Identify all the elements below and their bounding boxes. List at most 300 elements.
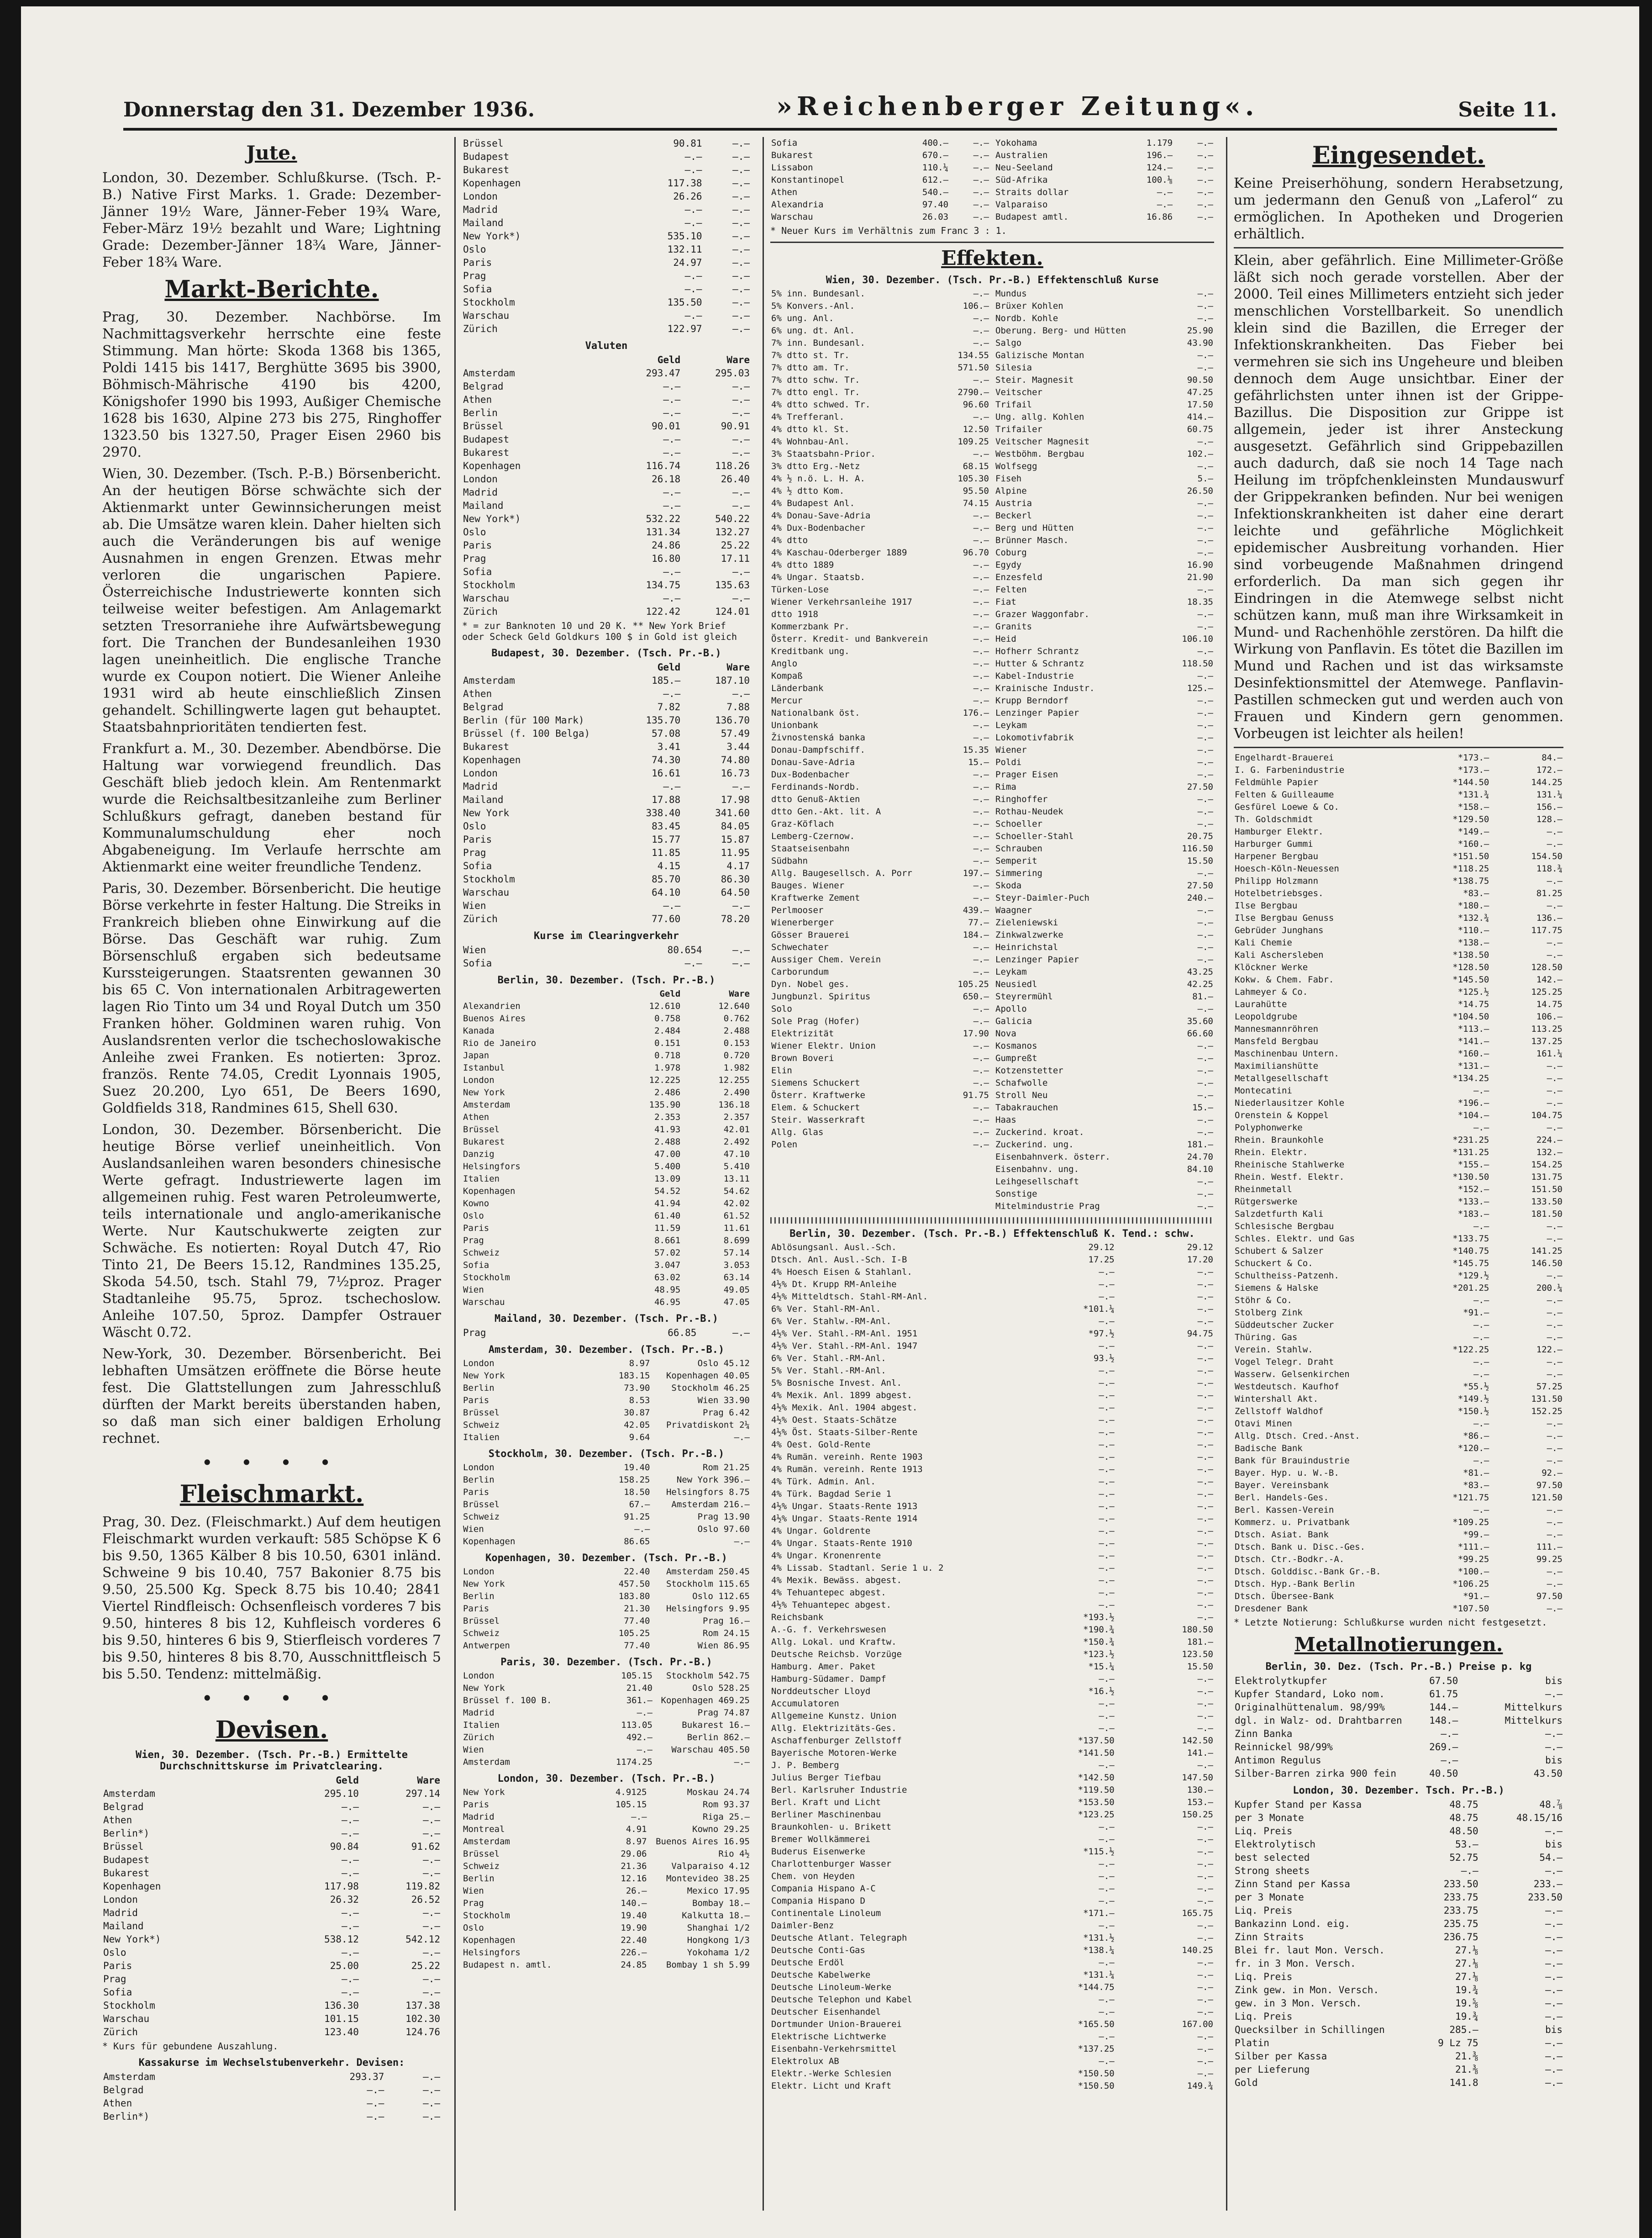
table-row: [462, 1370, 751, 1382]
row-value: 15.77: [652, 834, 681, 845]
row-value: Prag 6.42: [703, 1408, 750, 1418]
row-value: —.—: [973, 138, 989, 148]
row-value: 12.50: [963, 424, 989, 434]
row-value: —.—: [1099, 1699, 1115, 1709]
row-value: —.—: [1197, 138, 1213, 148]
row-label: Madrid: [462, 203, 612, 216]
row-label: Otavi Minen: [1234, 1418, 1405, 1430]
table-row: [770, 1065, 990, 1077]
table-row: [994, 534, 1214, 547]
row-label: Budapest: [462, 433, 612, 446]
row-label: 6% Ver. Stahlw.-RM-Anl.: [770, 1315, 1001, 1328]
table-row: [994, 843, 1214, 855]
row-value: —.—: [1197, 1004, 1213, 1014]
row-value: 154.25: [1531, 1160, 1563, 1170]
row-value: Bombay 1 sh 5.99: [666, 1960, 750, 1970]
row-label: Oslo: [462, 526, 612, 539]
row-value: —.—: [1547, 901, 1563, 911]
wien-effekten-heading: Wien, 30. Dezember. (Tsch. Pr.-B.) Effektenschluß Kurse: [826, 274, 1159, 286]
table-row: [770, 1833, 1214, 1846]
row-label: Budapest: [102, 1853, 279, 1867]
table-row: [102, 1893, 441, 1906]
row-value: 132.27: [715, 527, 750, 538]
row-label: Athen: [770, 186, 884, 199]
wien-effekten: [770, 288, 1214, 1213]
row-value: —.—: [1099, 1551, 1115, 1561]
row-value: 64.10: [652, 887, 681, 898]
row-value: *153.50: [1078, 1797, 1115, 1807]
row-value: 285.—: [1449, 2024, 1478, 2035]
row-label: Siemens Schuckert: [770, 1077, 929, 1089]
row-value: 400.—: [922, 138, 949, 148]
row-label: Aschaffenburger Zellstoff: [770, 1735, 1001, 1747]
row-value: —.—: [341, 1974, 359, 1985]
row-label: 4% Ungar. Staats-Rente 1910: [770, 1537, 1001, 1550]
row-label: 4½% Ungar. Staats-Rente 1914: [770, 1513, 1001, 1525]
table-row: [770, 1303, 1214, 1315]
row-value: —.—: [973, 326, 989, 336]
row-value: 16.90: [1187, 560, 1213, 570]
row-value: *145.50: [1452, 975, 1489, 985]
table-row: [770, 806, 990, 818]
row-value: —.—: [1197, 1921, 1213, 1931]
row-value: 21.⅜: [1455, 2064, 1478, 2075]
row-value: 154.50: [1531, 851, 1563, 861]
row-value: —.—: [1473, 1295, 1489, 1305]
row-value: 4.15: [657, 860, 681, 871]
row-label: Berl. Handels-Ges.: [1234, 1492, 1405, 1504]
budapest-table: [462, 661, 751, 926]
row-value: —.—: [973, 770, 989, 780]
row-label: Berl. Kassen-Verein: [1234, 1504, 1405, 1516]
row-label: Allg. Elektrizitäts-Ges.: [770, 1722, 1001, 1735]
row-label: 5% Ver. Stahl.-RM-Anl.: [770, 1365, 1001, 1377]
row-label: Mannesmannröhren: [1234, 1023, 1405, 1035]
stocks-note: * Letzte Notierung: Schlußkurse wurden nicht festgesetzt.: [1234, 1617, 1547, 1628]
table-row: [994, 448, 1214, 460]
row-value: —.—: [1197, 1723, 1213, 1733]
amsterdam-heading: Amsterdam, 30. Dezember. (Tsch. Pr.-B.): [488, 1344, 725, 1356]
row-value: 8.97: [626, 1837, 647, 1847]
row-label: Nova: [994, 1028, 1127, 1040]
row-value: —.—: [973, 659, 989, 669]
row-value: *141.—: [1457, 1036, 1489, 1046]
row-value: —.—: [973, 163, 989, 173]
row-value: 48.75: [1449, 1799, 1478, 1810]
table-row: [770, 411, 990, 423]
row-label: Sofia: [462, 957, 612, 970]
wien-report: Wien, 30. Dezember. (Tsch. P.-B.) Börsenbericht. An der heutigen Börse schwächte sich der Aktienmarkt unter Gewinnsicherungen meist ab. Die Umsätze waren klein. Daher hielten sich auch die Veränderungen bis auf wenige Ausnahmen in engen Grenzen. Etwas mehr verloren die ungarischen Papiere. Österreichische Industriewerte konnten sich teilweise weiter befestigen. Am Anlagemarkt setzten Tresorraniehe ihre Aufwärtsbewegung fort. Die Tranchen der Bundesanleihen 1930 lagen uneinheitlich. Die englische Tranche wurde ex Coupon notiert. Die Wiener Anleihe 1931 wird ab heute einschließlich Zinsen gehandelt. Schillingwerte lagen gut behauptet. Staatsbahnprioritäten tendierten fest.: [102, 466, 441, 735]
row-label: Zinn Banka: [1234, 1727, 1405, 1741]
row-value: —.—: [1197, 757, 1213, 767]
row-value: 13.11: [723, 1174, 750, 1184]
row-value: Hongkong 1/3: [687, 1935, 750, 1945]
row-value: —.—: [973, 967, 989, 977]
row-value: 144.—: [1429, 1702, 1458, 1713]
devisen-continued-table: [462, 137, 751, 336]
table-row: [1234, 1183, 1563, 1196]
row-value: —.—: [1197, 585, 1213, 595]
row-value: —.—: [973, 733, 989, 743]
row-value: —.—: [1197, 1501, 1213, 1511]
row-value: —.—: [1473, 1086, 1489, 1096]
table-row: [462, 367, 751, 380]
row-value: —.—: [663, 781, 681, 792]
row-value: 235.75: [1443, 1918, 1478, 1929]
table-row: [462, 1357, 751, 1370]
column-header: Geld: [657, 354, 681, 365]
column-header: Ware: [729, 989, 750, 999]
row-label: Reinnickel 98/99%: [1234, 1741, 1405, 1754]
row-value: 74.80: [721, 755, 750, 765]
table-row: [994, 559, 1214, 571]
row-value: —.—: [341, 1828, 359, 1839]
row-value: 18.50: [624, 1487, 650, 1497]
row-value: —.—: [973, 585, 989, 595]
table-row: [462, 1511, 751, 1523]
row-value: —.—: [973, 1041, 989, 1051]
row-value: —.—: [1545, 2077, 1563, 2088]
table-row: [770, 732, 990, 744]
row-value: —.—: [663, 381, 681, 392]
devisen-table-heading: Wien, 30. Dezember. (Tsch. Pr.-B.) Ermittelte Durchschnittskurse im Privatclearing.: [135, 1749, 408, 1772]
row-label: Krainische Industr.: [994, 682, 1127, 695]
table-row: [462, 216, 751, 230]
row-label: Schles. Elektr. und Gas: [1234, 1233, 1405, 1245]
row-value: 26.18: [652, 474, 681, 485]
row-value: —.—: [684, 284, 702, 295]
table-row: [994, 337, 1214, 349]
row-label: 4% Rumän. vereinh. Rente 1903: [770, 1451, 1001, 1463]
row-label: Zinn Stand per Kassa: [1234, 1878, 1405, 1891]
table-row: [994, 769, 1214, 781]
row-value: Rom 24.15: [703, 1628, 750, 1638]
row-label: Yokohama: [994, 137, 1109, 149]
london-devisen-table: [462, 1786, 751, 1971]
row-label: Beckerl: [994, 510, 1127, 522]
table-row: [462, 780, 751, 793]
table-row: [994, 892, 1214, 904]
row-value: —.—: [1473, 1332, 1489, 1342]
table-row: [994, 386, 1214, 399]
table-row: [1234, 1603, 1563, 1615]
table-row: [994, 1052, 1214, 1065]
row-label: Jungbunzl. Spiritus: [770, 991, 929, 1003]
table-row: [770, 300, 990, 312]
valuten-table: [462, 354, 751, 618]
table-row: [770, 1254, 1214, 1266]
row-value: Rom 21.25: [703, 1462, 750, 1473]
row-value: —.—: [973, 819, 989, 829]
table-row: [994, 707, 1214, 719]
row-value: —.—: [1197, 187, 1213, 197]
row-value: 2.484: [654, 1026, 681, 1036]
table-row: [770, 830, 990, 843]
row-value: —.—: [1197, 942, 1213, 952]
row-value: —.—: [1197, 1378, 1213, 1388]
row-label: Athen: [102, 1814, 279, 1827]
row-label: Brüssel: [462, 1124, 612, 1136]
row-label: Kanada: [462, 1025, 612, 1037]
row-label: Krupp Berndorf: [994, 695, 1127, 707]
row-value: 535.10: [667, 231, 702, 242]
table-row: [770, 1698, 1214, 1710]
table-row: [770, 174, 990, 186]
row-value: 144.25: [1531, 777, 1563, 787]
row-value: —.—: [1197, 1711, 1213, 1721]
row-value: —.—: [1099, 1711, 1115, 1721]
row-value: —.—: [423, 2098, 440, 2109]
row-value: 21.90: [1187, 572, 1213, 582]
table-row: [994, 436, 1214, 448]
row-label: Kreditbank ung.: [770, 645, 929, 658]
row-label: Sofia: [102, 1986, 279, 1999]
row-label: Wien: [462, 1523, 612, 1536]
row-label: New York*): [102, 1933, 279, 1946]
row-value: —.—: [732, 381, 750, 392]
row-label: Brüssel: [462, 1848, 612, 1860]
row-label: Deutsche Erdöl: [770, 1957, 1001, 1969]
table-row: [462, 1431, 751, 1444]
table-row: [462, 1210, 751, 1222]
row-value: —.—: [1197, 535, 1213, 545]
table-row: [1234, 2037, 1563, 2050]
table-row: [770, 1685, 1214, 1698]
row-label: Elektr. Licht und Kraft: [770, 2080, 1001, 2092]
row-value: 123.40: [324, 2027, 359, 2037]
table-row: [1234, 1754, 1563, 1767]
row-value: 140.—: [621, 1898, 647, 1908]
row-label: Deutsche Telephon und Kabel: [770, 1994, 1001, 2006]
row-label: Madrid: [462, 486, 612, 499]
row-label: 7% dtto schw. Tr.: [770, 374, 929, 386]
row-label: Donau-Dampfschiff.: [770, 744, 929, 756]
clearing-table: [462, 944, 751, 970]
table-row: [1234, 986, 1563, 998]
row-value: *14.75: [1457, 999, 1489, 1009]
row-label: dtto Gen.-Akt. lit. A: [770, 806, 929, 818]
row-value: —.—: [732, 447, 750, 458]
row-value: —.—: [1547, 1271, 1563, 1281]
row-label: Straits dollar: [994, 186, 1109, 199]
row-value: —.—: [1197, 1127, 1213, 1137]
row-label: London: [462, 1357, 612, 1370]
row-value: *104.50: [1452, 1012, 1489, 1022]
row-value: 17.25: [1088, 1255, 1115, 1265]
row-value: 165.75: [1182, 1908, 1213, 1918]
table-row: [994, 830, 1214, 843]
row-value: —.—: [1197, 807, 1213, 817]
row-label: Harpener Bergbau: [1234, 850, 1405, 863]
row-label: 7% dtto st. Tr.: [770, 349, 929, 362]
row-value: —.—: [1197, 1760, 1213, 1770]
table-row: [1234, 1245, 1563, 1257]
row-value: 200.¼: [1536, 1283, 1563, 1293]
row-value: —.—: [732, 958, 750, 969]
table-row: [462, 767, 751, 780]
row-value: —.—: [423, 1854, 440, 1865]
row-value: —.—: [732, 270, 750, 281]
row-value: —.—: [1197, 1177, 1213, 1187]
row-label: Reichsbank: [770, 1611, 1001, 1624]
row-value: 24.70: [1187, 1152, 1213, 1162]
table-row: [994, 682, 1214, 695]
row-value: 338.40: [646, 808, 681, 818]
row-label: Deutsche Kabelwerke: [770, 1969, 1001, 1981]
row-value: *134.25: [1452, 1073, 1489, 1083]
row-value: *123.½: [1083, 1649, 1115, 1659]
row-label: 7% inn. Bundesanl.: [770, 337, 929, 349]
row-value: 124.01: [715, 606, 750, 617]
row-value: *180.—: [1457, 901, 1489, 911]
row-value: —.—: [1547, 1073, 1563, 1083]
row-label: Sole Prag (Hofer): [770, 1015, 929, 1028]
row-value: —.—: [1545, 2064, 1563, 2075]
table-row: [770, 1710, 1214, 1722]
section-separator: • • • •: [201, 1687, 342, 1710]
table-row: [994, 608, 1214, 621]
table-row: [770, 1796, 1214, 1809]
row-value: —.—: [1197, 930, 1213, 940]
row-label: Ung. allg. Kohlen: [994, 411, 1127, 423]
row-value: Berlin 862.—: [687, 1732, 750, 1742]
table-row: [770, 325, 990, 337]
row-value: —.—: [732, 500, 750, 511]
table-row: [1234, 1741, 1563, 1754]
row-value: *16.½: [1088, 1686, 1115, 1696]
page-number: Seite 11.: [1458, 98, 1557, 121]
table-row: [1234, 1825, 1563, 1838]
table-row: [770, 2068, 1214, 2080]
row-label: Süd-Afrika: [994, 174, 1109, 186]
table-row: [770, 855, 990, 867]
row-label: Mansfeld Bergbau: [1234, 1035, 1405, 1048]
row-value: *121.75: [1452, 1493, 1489, 1503]
row-value: 22.40: [624, 1567, 650, 1577]
row-label: Kali Chemie: [1234, 937, 1405, 949]
row-label: Maschinenbau Untern.: [1234, 1048, 1405, 1060]
row-value: 96.60: [963, 400, 989, 410]
row-value: Wien 33.90: [697, 1395, 750, 1405]
table-row: [462, 1136, 751, 1148]
row-label: London: [462, 1462, 612, 1474]
valuten-note: * = zur Banknoten 10 und 20 K. ** New York Brief oder Scheck Geld Goldkurs 100 $ in Gold ist gleich: [462, 620, 737, 642]
row-value: —.—: [1197, 2069, 1213, 2079]
row-value: 102.—: [1187, 449, 1213, 459]
table-row: [462, 674, 751, 687]
row-value: 77.40: [624, 1641, 650, 1651]
row-value: —.—: [1197, 1871, 1213, 1881]
row-label: Dux-Bodenbacher: [770, 769, 929, 781]
row-value: —.—: [973, 856, 989, 866]
row-label: Bauges. Wiener: [770, 880, 929, 892]
row-value: *55.½: [1463, 1382, 1489, 1392]
row-value: —.—: [1099, 1834, 1115, 1844]
row-label: Prag: [462, 1897, 612, 1910]
table-row: [462, 605, 751, 618]
table-row: [770, 547, 990, 559]
row-value: 90.84: [330, 1841, 359, 1852]
row-value: 21.30: [624, 1604, 650, 1614]
row-value: 53.—: [1455, 1839, 1478, 1850]
row-value: —.—: [423, 1987, 440, 1998]
row-value: *160.—: [1457, 1049, 1489, 1059]
row-value: —.—: [732, 434, 750, 445]
row-value: 151.50: [1531, 1184, 1563, 1194]
row-label: Julius Berger Tiefbau: [770, 1772, 1001, 1784]
table-row: [462, 1462, 751, 1474]
row-label: Wien: [462, 899, 612, 913]
row-value: 141.—: [1187, 1748, 1213, 1758]
row-label: London: [462, 1566, 612, 1578]
row-value: —.—: [1197, 1612, 1213, 1622]
row-label: Helsingfors: [462, 1947, 612, 1959]
row-value: *151.50: [1452, 851, 1489, 861]
table-row: [770, 1858, 1214, 1870]
table-row: [994, 473, 1214, 485]
table-row: [1234, 1891, 1563, 1904]
row-label: Bank für Brauindustrie: [1234, 1455, 1405, 1467]
row-label: Maximilianshütte: [1234, 1060, 1405, 1072]
row-value: —.—: [634, 1524, 650, 1534]
row-value: —.—: [732, 945, 750, 955]
table-row: [462, 1296, 751, 1309]
row-value: 57.49: [721, 728, 750, 739]
row-value: 122.—: [1536, 1345, 1563, 1355]
row-value: *133.—: [1457, 1197, 1489, 1207]
row-value: —.—: [732, 781, 750, 792]
row-value: 125.—: [1187, 683, 1213, 693]
row-label: 4% Ungar. Staatsb.: [770, 571, 929, 584]
row-value: 84.—: [1542, 753, 1563, 763]
row-label: Semperit: [994, 855, 1127, 867]
table-row: [770, 1315, 1214, 1328]
row-label: per 3 Monate: [1234, 1811, 1405, 1825]
table-row: [462, 1000, 751, 1013]
row-label: Rheinmetall: [1234, 1183, 1405, 1196]
row-value: 26.03: [922, 212, 949, 222]
row-value: —.—: [1099, 1563, 1115, 1573]
row-value: 48.95: [654, 1285, 681, 1295]
row-value: 135.90: [649, 1100, 681, 1110]
row-value: —.—: [973, 535, 989, 545]
row-label: Italien: [462, 1173, 612, 1185]
table-row: [1234, 752, 1563, 764]
row-value: 122.97: [667, 323, 702, 334]
table-row: [770, 1488, 1214, 1500]
row-value: —.—: [1197, 1526, 1213, 1536]
table-row: [1234, 1331, 1563, 1344]
table-row: [1234, 1504, 1563, 1516]
row-label: Rio de Janeiro: [462, 1037, 612, 1050]
row-value: 17.11: [721, 553, 750, 564]
row-value: Prag 16.—: [703, 1616, 750, 1626]
row-label: Liq. Preis: [1234, 1970, 1405, 1984]
table-row: [994, 485, 1214, 497]
row-value: Warschau 405.50: [671, 1745, 750, 1755]
row-value: —.—: [1099, 1760, 1115, 1770]
row-label: Bankazinn Lond. eig.: [1234, 1917, 1405, 1931]
row-value: New York 396.—: [676, 1475, 750, 1485]
table-row: [1234, 1984, 1563, 1997]
row-label: Salzdetfurth Kali: [1234, 1208, 1405, 1220]
table-row: [994, 855, 1214, 867]
row-label: Veitscher Magnesit: [994, 436, 1127, 448]
table-row: [770, 608, 990, 621]
row-value: —.—: [1197, 905, 1213, 915]
row-value: —.—: [1197, 2056, 1213, 2066]
table-row: [994, 1151, 1214, 1163]
